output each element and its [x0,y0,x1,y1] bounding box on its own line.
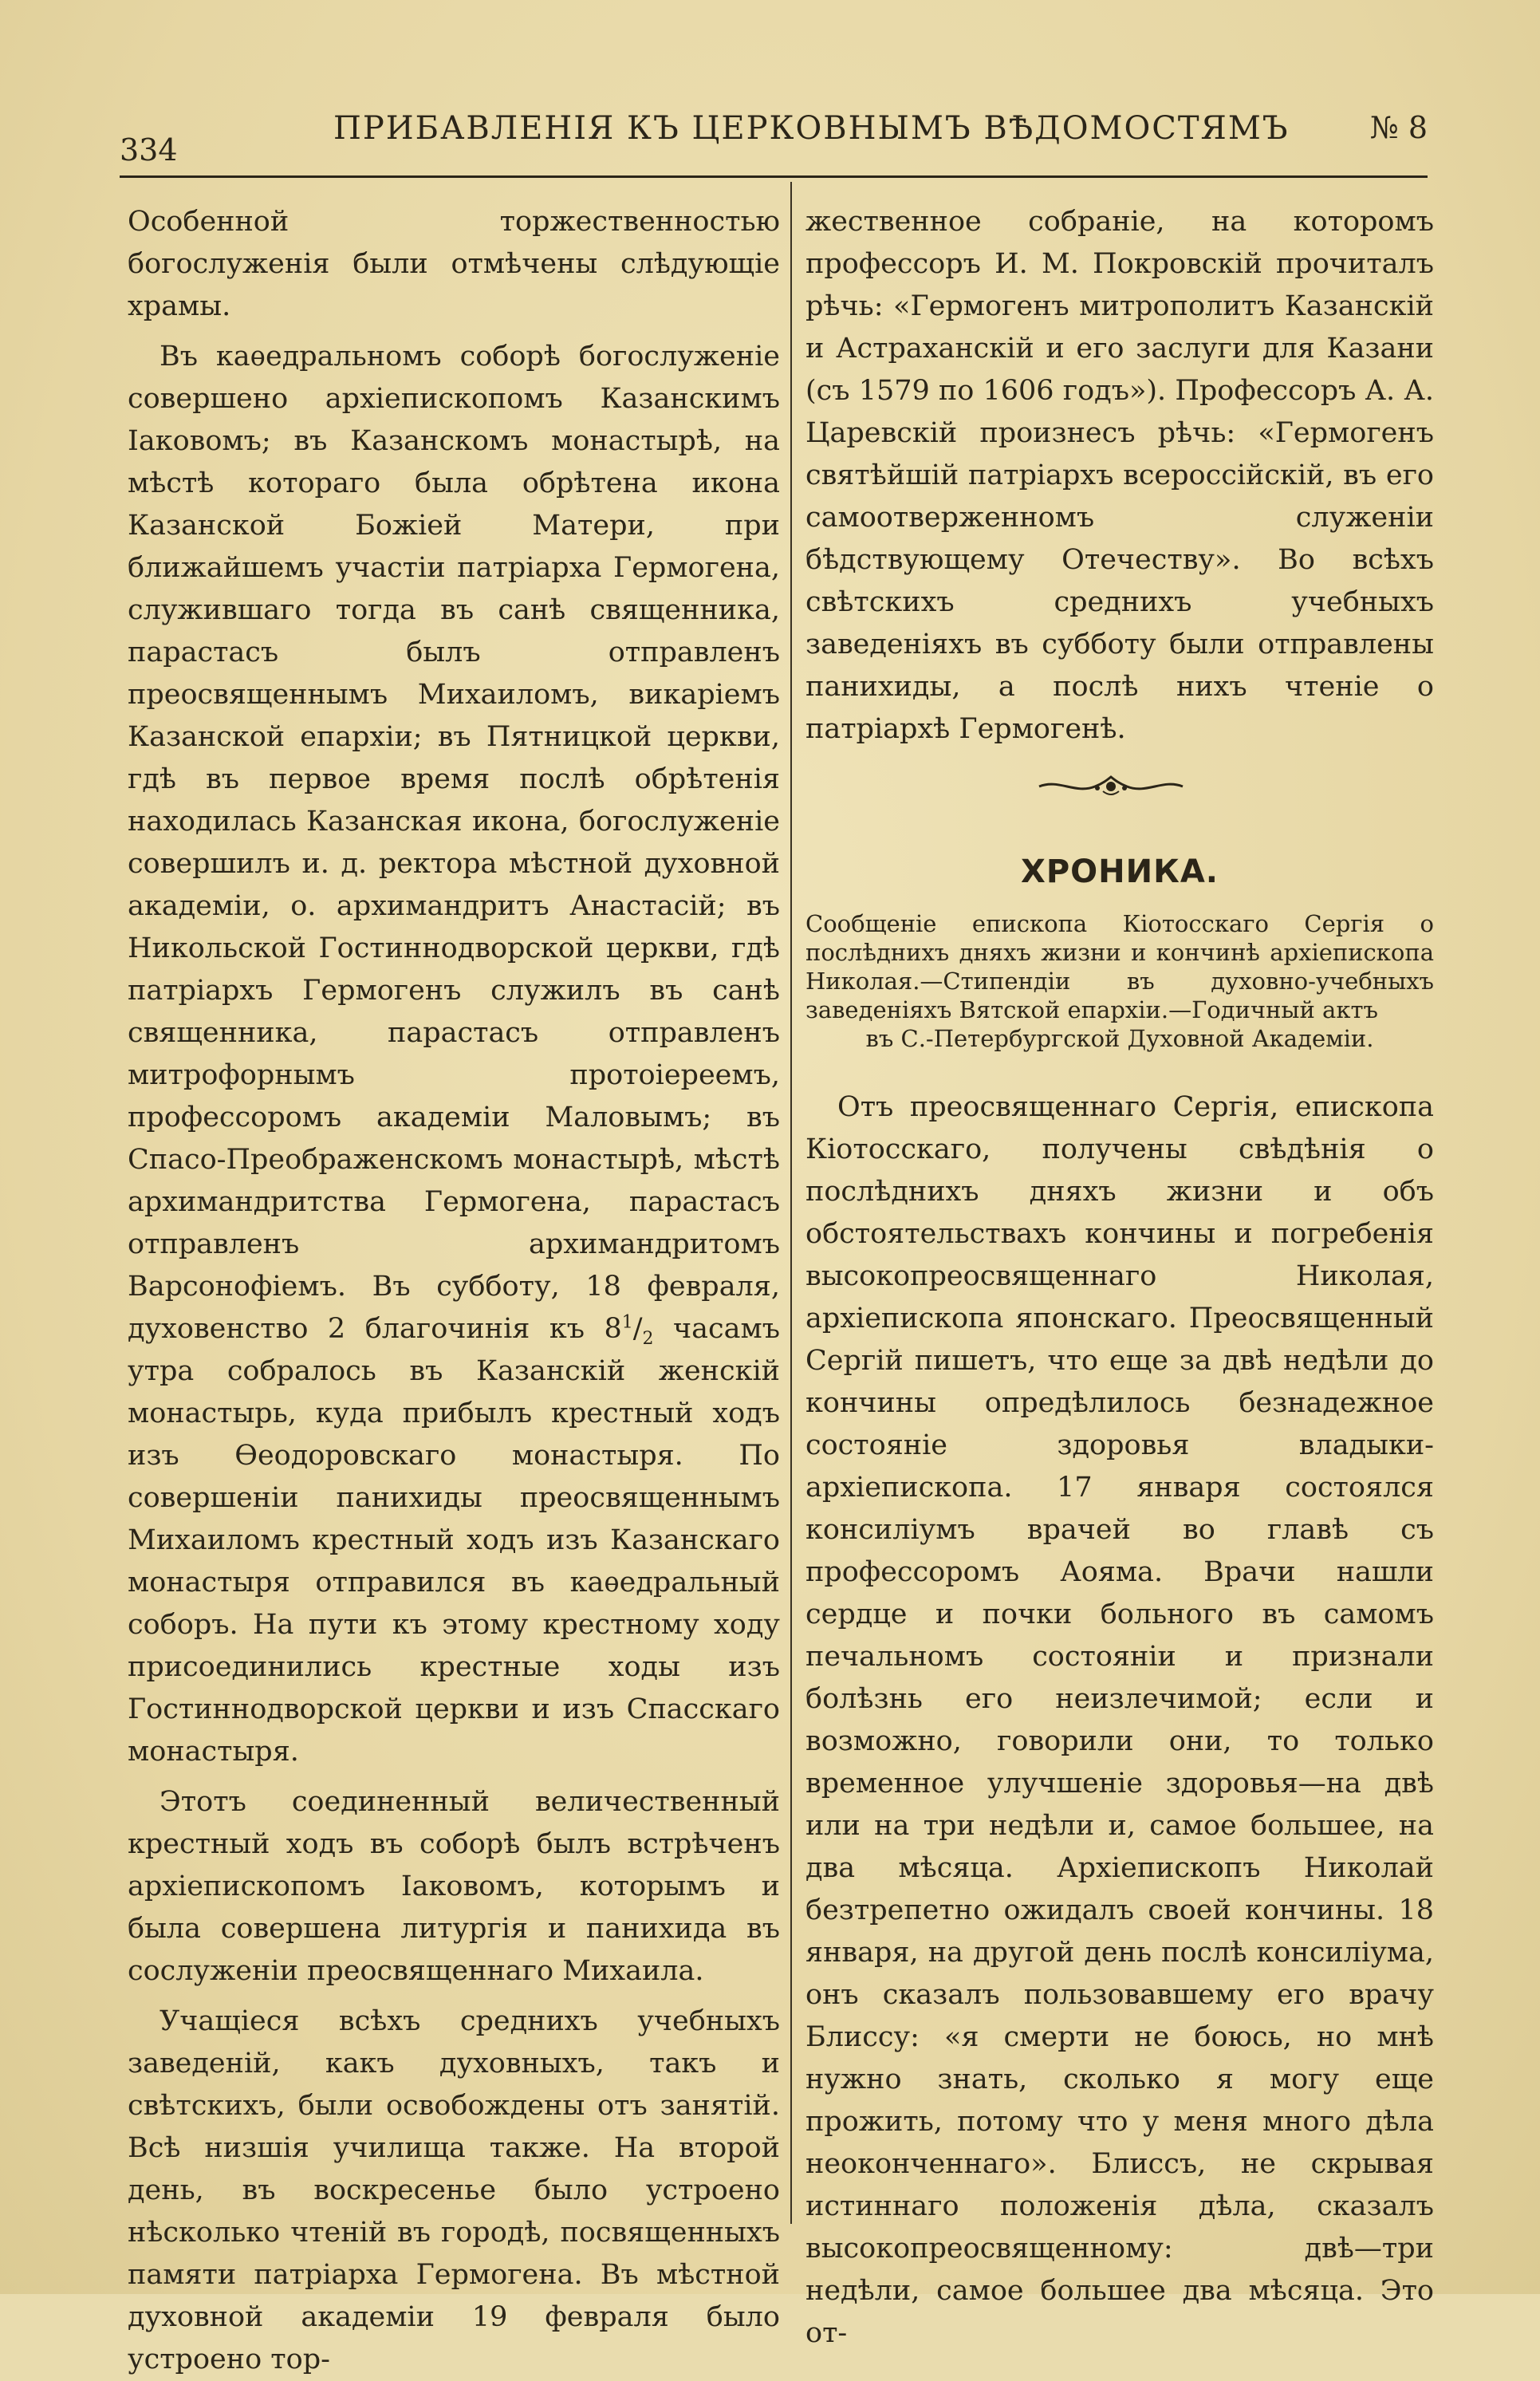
page-header [120,105,1428,169]
issue-number: № 8 [1369,110,1428,145]
page-number: 334 [120,132,178,168]
column-divider [790,182,792,2224]
divider-ornament-icon [1035,771,1187,802]
right-column-top [805,201,1434,751]
right-paragraph-1: жественное собраніе, на которомъ профессоръ И. М. Покровскій прочиталъ рѣчь: «Гермогенъ митрополитъ Казанскій и Астраханскій и его заслуги для Казани (съ 1579 по 1606 годъ»). Профессоръ А. А. Царевскій произнесъ рѣчь: «Гермогенъ святѣйшій патріархъ всероссійскій, въ его самоотверженномъ служеніи бѣдствующему Отечеству». Во всѣхъ свѣтскихъ среднихъ учебныхъ заведеніяхъ въ субботу были отправлены панихиды, а послѣ нихъ чтеніе о патріархѣ Гермогенѣ. [805,206,1434,745]
running-title: ПРИБАВЛЕНІЯ КЪ ЦЕРКОВНЫМЪ ВѢДОМОСТЯМЪ [333,110,1290,147]
chronicle-paragraph-1: Отъ преосвященнаго Сергія, епископа Кіотосскаго, получены свѣдѣнія о послѣднихъ дняхъ жизни и объ обстоятельствахъ кончины и погребенія высокопреосвященнаго Николая, архіепископа японскаго. Преосвященный Сергій пишетъ, что еще за двѣ недѣли до кончины опредѣлилось безнадежное состояніе здоровья владыки-архіепископа. 17 января состоялся консиліумъ врачей во главѣ съ профессоромъ Аояма. Врачи нашли сердце и почки больного въ самомъ печальномъ состояніи и признали болѣзнь его неизлечимой; если и возможно, говорили они, то только временное улучшеніе здоровья—на двѣ или на три недѣли и, самое большее, на два мѣсяца. Архіепископъ Николай безтрепетно ожидалъ своей кончины. 18 января, на другой день послѣ консиліума, онъ сказалъ пользовавшему его врачу Блиссу: «я смерти не боюсь, но мнѣ нужно знать, сколько я могу еще прожить, потому что у меня много дѣла неоконченнаго». Блиссъ, не скрывая истиннаго положенія дѣла, сказалъ высокопреосвященному: двѣ—три недѣли, самое большее два мѣсяца. Это от- [805,1091,1434,2349]
chronicle-summary: Сообщеніе епископа Кіотосскаго Сергія о послѣднихъ дняхъ жизни и кончинѣ архіепископа Николая.—Стипендіи въ духовно-учебныхъ заведеніяхъ Вятской епархіи.—Годичный актъ въ С.-Петербургской Духовной Академіи. [805,910,1434,1052]
right-column-bottom [805,1086,1434,2355]
left-paragraph-1: Особенной торжественностью богослуженія были отмѣчены слѣдующіе храмы. [128,206,780,322]
chronicle-heading: ХРОНИКА. [1021,853,1219,890]
left-paragraph-4: Учащіеся всѣхъ среднихъ учебныхъ заведеній, какъ духовныхъ, такъ и свѣтскихъ, были освобождены отъ занятій. Всѣ низшія училища также. На второй день, въ воскресенье было устроено нѣсколько чтеній въ городѣ, посвященныхъ памяти патріарха Гермогена. Въ мѣстной духовной академіи 19 февраля было устроено тор- [128,2005,780,2375]
header-rule [120,175,1428,178]
left-column [128,201,780,2381]
left-paragraph-2: Въ каѳедральномъ соборѣ богослуженіе совершено архіепископомъ Казанскимъ Іаковомъ; въ Казанскомъ монастырѣ, на мѣстѣ котораго была обрѣтена икона Казанской Божіей Матери, при ближайшемъ участіи патріарха Гермогена, служившаго тогда въ санѣ священника, парастасъ былъ отправленъ преосвященнымъ Михаиломъ, викаріемъ Казанской епархіи; въ Пятницкой церкви, гдѣ въ первое время послѣ обрѣтенія находилась Казанская икона, богослуженіе совершилъ и. д. ректора мѣстной духовной академіи, о. архимандритъ Анастасій; въ Никольской Гостиннодворской церкви, гдѣ патріархъ Гермогенъ служилъ въ санѣ священника, парастасъ отправленъ митрофорнымъ протоіереемъ, профессоромъ академіи Маловымъ; въ Спасо-Преображенскомъ монастырѣ, мѣстѣ архимандритства Гермогена, парастасъ отправленъ архимандритомъ Варсонофіемъ. Въ субботу, 18 февраля, духовенство 2 благочинія къ $8^1/_2$ часамъ утра собралось въ Казанскій женскій монастырь, куда прибылъ крестный ходъ изъ Ѳеодоровскаго монастыря. По совершеніи панихиды преосвященнымъ Михаиломъ крестный ходъ изъ Казанскаго монастыря отправился въ каѳедральный соборъ. На пути къ этому крестному ходу присоединились крестные ходы изъ Гостиннодворской церкви и изъ Спасскаго монастыря. [128,341,781,1768]
left-paragraph-3: Этотъ соединенный величественный крестный ходъ въ соборѣ былъ встрѣченъ архіепископомъ Іаковомъ, которымъ и была совершена литургія и панихида въ сослуженіи преосвященнаго Михаила. [128,1786,780,1987]
